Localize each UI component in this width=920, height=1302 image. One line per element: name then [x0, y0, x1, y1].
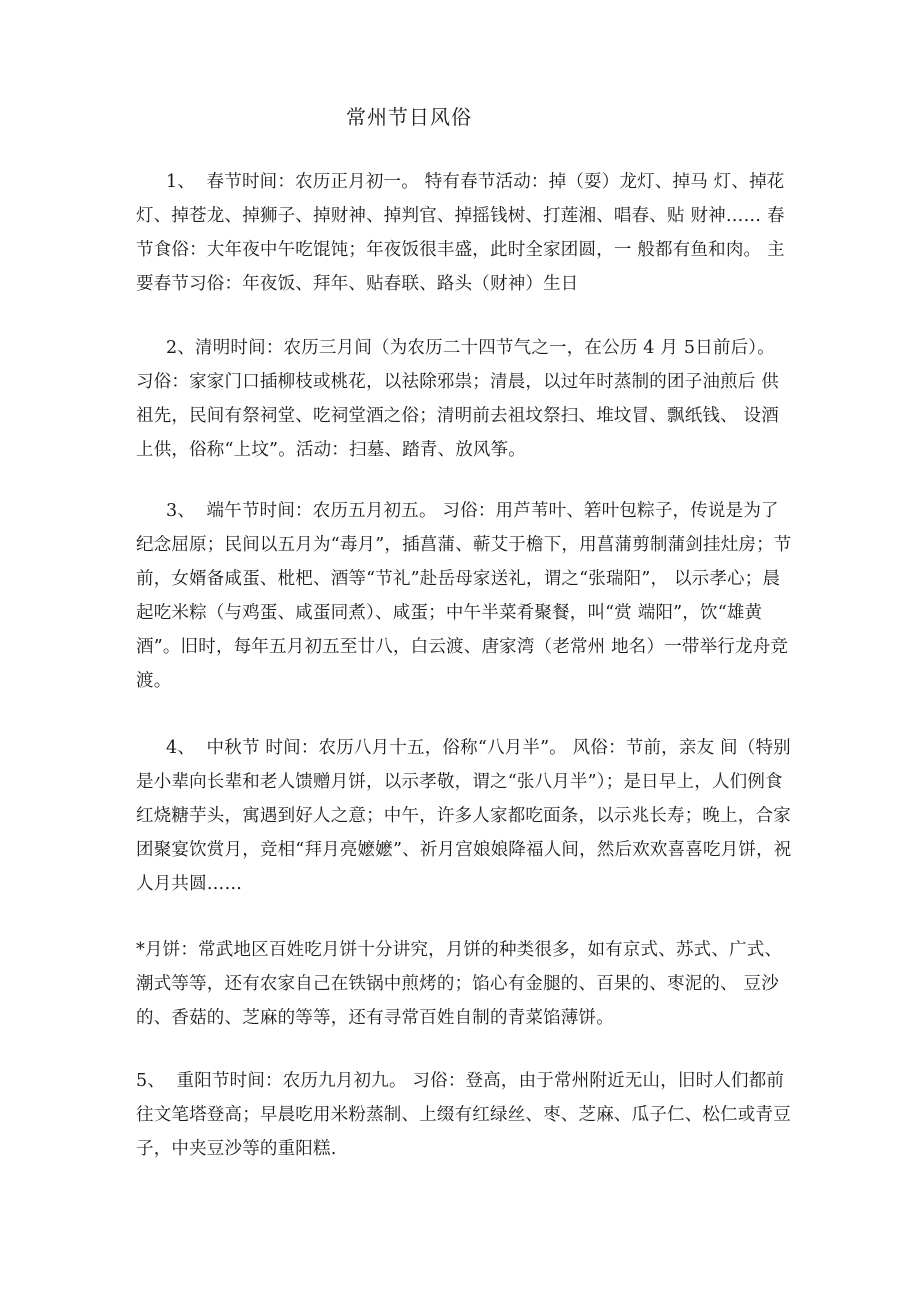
paragraph-qingming: 2、清明时间：农历三月间（为农历二十四节气之一，在公历 4 月 5日前后）。 习俗：家家门口插柳枝或桃花，以祛除邪祟；清晨，以过年时蒸制的团子油煎后 供祖先，民间有祭祠堂、吃祠堂酒之俗；清明前去祖坟祭扫、堆坟冒、飘纸钱、 设酒上供，俗称“上坟”。活动：扫墓、踏青、放风筝。 [136, 338, 781, 460]
paragraph-mid-autumn: 4、 中秋节 时间：农历八月十五，俗称“八月半”。 风俗：节前，亲友 间（特别是小辈向长辈和老人馈赠月饼，以示孝敬，谓之“张八月半”）；是日早上，人们例食红烧糖芋头，寓遇到好人之意；中午，许多人家都吃面条，以示兆长寿；晚上，合家团聚宴饮赏月，竞相“拜月亮嬷嬷”、祈月宫娘娘降福人间，然后欢欢喜喜吃月饼，祝人月共圆…… [136, 738, 792, 894]
paragraph-mooncake-note: *月饼：常武地区百姓吃月饼十分讲究，月饼的种类很多，如有京式、苏式、广式、潮式等等，还有农家自己在铁锅中煎烤的；馅心有金腿的、百果的、枣泥的、 豆沙的、香菇的、芝麻的等等，还有寻常百姓自制的青菜馅薄饼。 [136, 940, 783, 1028]
paragraph-dragon-boat: 3、 端午节时间：农历五月初五。 习俗：用芦苇叶、箬叶包粽子，传说是为了纪念屈原；民间以五月为“毒月”，插菖蒲、蕲艾于檐下，用菖蒲剪制蒲剑挂灶房；节前，女婿备咸蛋、枇杷、酒等“节礼”赴岳母家送礼，谓之“张瑞阳”， 以示孝心；晨起吃米粽（与鸡蛋、咸蛋同煮）、咸蛋；中午半菜肴聚餐，叫“赏 端阳”，饮“雄黄酒”。旧时，每年五月初五至廿八，白云渡、唐家湾（老常州 地名）一带举行龙舟竞渡。 [136, 501, 792, 691]
paragraph-double-ninth: 5、 重阳节时间：农历九月初九。 习俗：登高，由于常州附近无山，旧时人们都前往文笔塔登高；早晨吃用米粉蒸制、上缀有红绿丝、枣、芝麻、瓜子仁、松仁或青豆子，中夹豆沙等的重阳糕. [136, 1071, 791, 1159]
paragraph-spring-festival: 1、 春节时间：农历正月初一。 特有春节活动：掉（耍）龙灯、掉马 灯、掉花灯、掉苍龙、掉狮子、掉财神、掉判官、掉摇钱树、打莲湘、唱春、贴 财神…… 春节食俗：大年夜中午吃馄饨；年夜饭很丰盛，此时全家团圆，一 般都有鱼和肉。 主要春节习俗：年夜饭、拜年、贴春联、路头（财神）生日 [136, 172, 785, 294]
document-title: 常州节日风俗 [346, 105, 472, 129]
